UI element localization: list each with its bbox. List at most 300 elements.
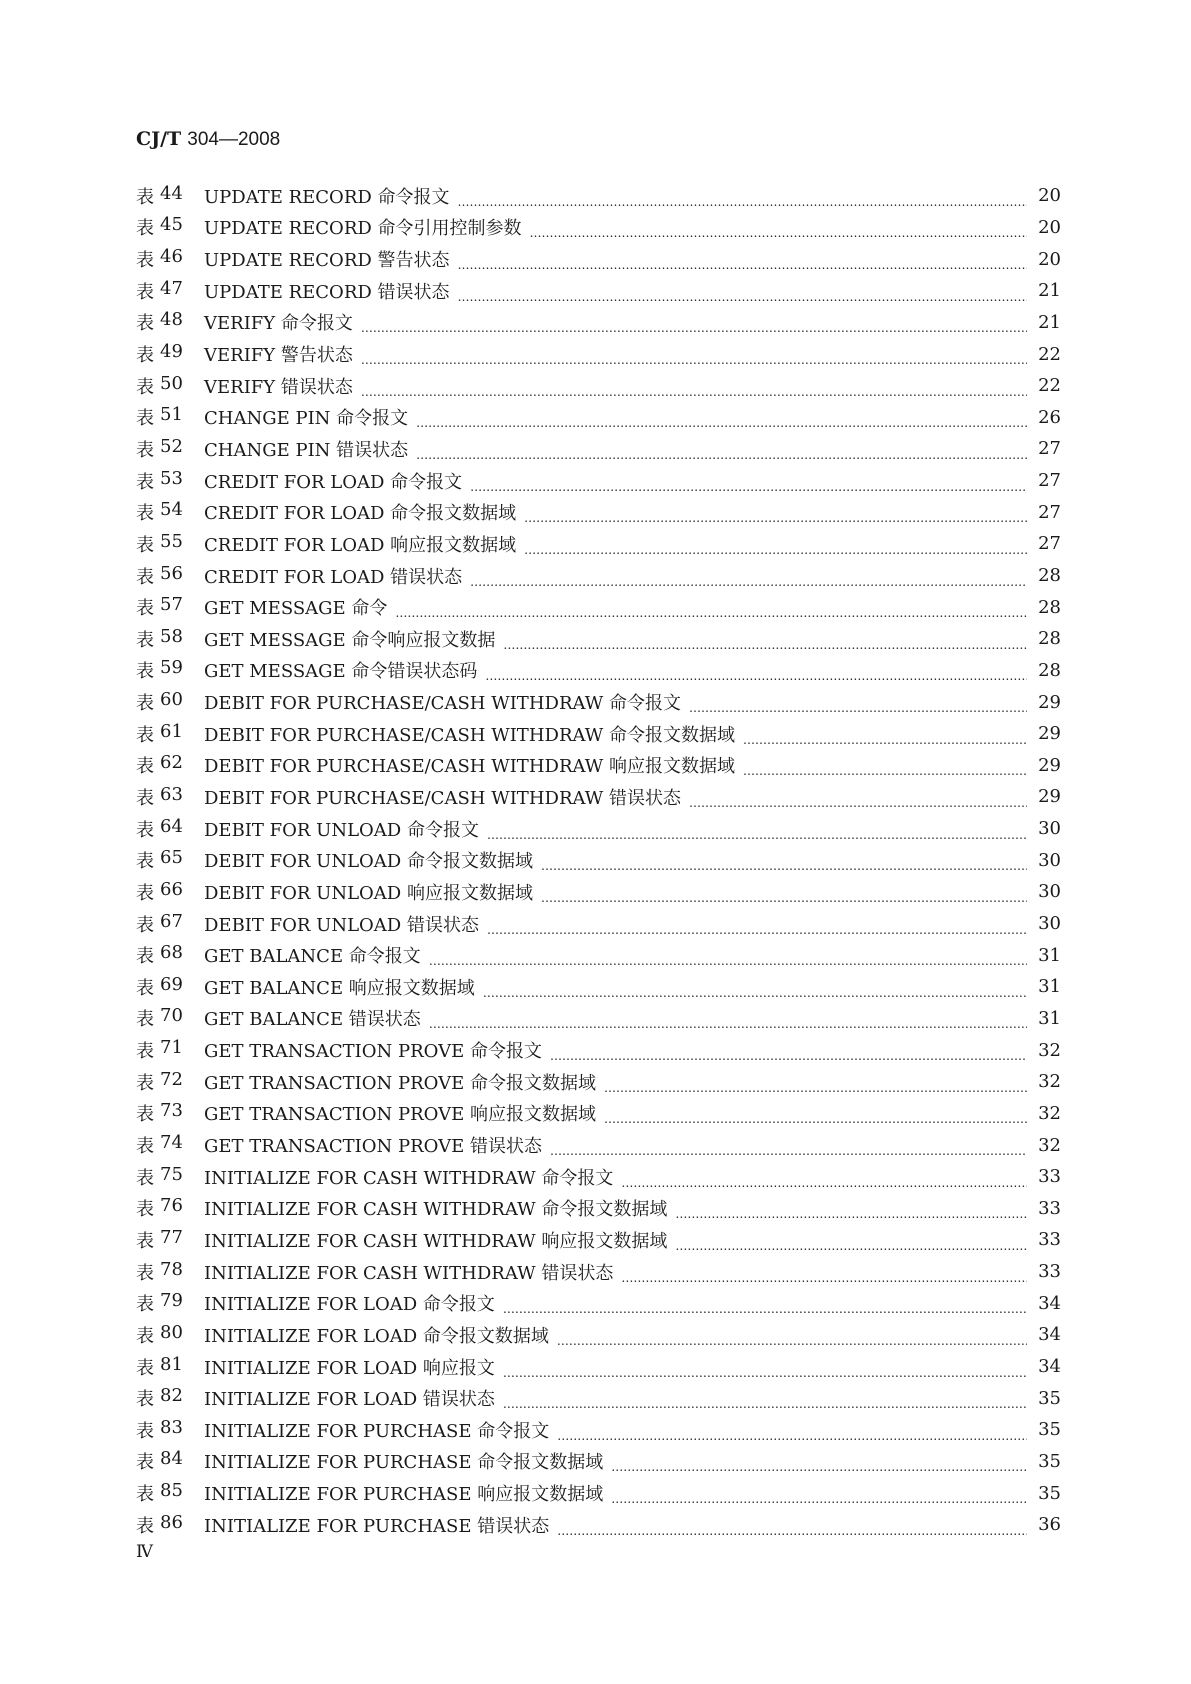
toc-entry[interactable] [136, 781, 1061, 813]
toc-entry-label [136, 341, 204, 367]
toc-entry-label [136, 246, 204, 272]
toc-entry[interactable] [136, 813, 1061, 845]
table-prefix: 表 [136, 1041, 154, 1063]
dot-leader [541, 886, 1027, 904]
toc-entry-page: 28 [1038, 628, 1061, 650]
table-prefix: 表 [136, 1104, 154, 1126]
table-number: 58 [160, 625, 183, 647]
table-number: 65 [160, 847, 183, 869]
toc-entry-label [136, 1069, 204, 1095]
toc-entry-label [136, 1290, 204, 1316]
dot-leader [675, 1202, 1027, 1220]
table-prefix: 表 [136, 977, 154, 999]
toc-entry[interactable] [136, 307, 1061, 339]
toc-entry-label [136, 436, 204, 462]
table-number: 49 [160, 341, 183, 363]
toc-entry[interactable] [136, 1256, 1061, 1288]
table-prefix: 表 [136, 819, 154, 841]
toc-entry[interactable] [136, 433, 1061, 465]
toc-entry-title: UPDATE RECORD 警告状态 [204, 250, 450, 272]
table-number: 75 [160, 1163, 183, 1185]
dot-leader [429, 1012, 1027, 1030]
toc-entry-page: 29 [1038, 786, 1061, 808]
toc-entry-label [136, 183, 204, 209]
table-number: 79 [160, 1290, 183, 1312]
toc-entry-page: 33 [1038, 1261, 1061, 1283]
page-number-footer: Ⅳ [136, 1542, 153, 1562]
dot-leader [470, 570, 1027, 588]
table-number: 83 [160, 1416, 183, 1438]
table-number: 60 [160, 689, 183, 711]
table-number: 51 [160, 404, 183, 426]
toc-entry-label [136, 1259, 204, 1285]
toc-entry-title: GET MESSAGE 命令错误状态码 [204, 661, 478, 683]
dot-leader [416, 443, 1027, 461]
table-prefix: 表 [136, 313, 154, 335]
table-prefix: 表 [136, 1262, 154, 1284]
toc-entry-title: GET BALANCE 响应报文数据域 [204, 977, 475, 999]
table-prefix: 表 [136, 851, 154, 873]
table-prefix: 表 [136, 186, 154, 208]
table-number: 61 [160, 720, 183, 742]
toc-entry-page: 31 [1038, 944, 1061, 966]
table-number: 50 [160, 372, 183, 394]
dot-leader [743, 728, 1027, 746]
toc-entry-page: 30 [1038, 881, 1061, 903]
table-prefix: 表 [136, 218, 154, 240]
toc-entry-title: GET TRANSACTION PROVE 响应报文数据域 [204, 1104, 596, 1126]
toc-entry-label [136, 1417, 204, 1443]
toc-entry-page: 32 [1038, 1039, 1061, 1061]
table-prefix: 表 [136, 756, 154, 778]
standard-number: 304—2008 [187, 129, 281, 150]
toc-entry-page: 22 [1038, 375, 1061, 397]
toc-entry-label [136, 1227, 204, 1253]
table-prefix: 表 [136, 661, 154, 683]
table-prefix: 表 [136, 503, 154, 525]
dot-leader [503, 1297, 1027, 1315]
toc-entry-label [136, 942, 204, 968]
dot-leader [557, 1424, 1027, 1442]
table-prefix: 表 [136, 693, 154, 715]
table-number: 64 [160, 815, 183, 837]
table-number: 57 [160, 594, 183, 616]
toc-entry-page: 29 [1038, 754, 1061, 776]
table-prefix: 表 [136, 1009, 154, 1031]
table-prefix: 表 [136, 1230, 154, 1252]
toc-entry-label [136, 1037, 204, 1063]
toc-entry-title: UPDATE RECORD 错误状态 [204, 281, 450, 303]
table-prefix: 表 [136, 598, 154, 620]
table-prefix: 表 [136, 376, 154, 398]
toc-entry-page: 30 [1038, 913, 1061, 935]
toc-entry-label [136, 278, 204, 304]
toc-entry-label [136, 911, 204, 937]
table-number: 66 [160, 878, 183, 900]
toc-entry-title: INITIALIZE FOR CASH WITHDRAW 命令报文数据域 [204, 1199, 668, 1221]
toc-entry-page: 32 [1038, 1071, 1061, 1093]
dot-leader [550, 1044, 1027, 1062]
toc-entry-page: 20 [1038, 185, 1061, 207]
table-prefix: 表 [136, 1294, 154, 1316]
dot-leader [458, 285, 1027, 303]
toc-entry[interactable] [136, 939, 1061, 971]
toc-entry-title: DEBIT FOR UNLOAD 响应报文数据域 [204, 882, 533, 904]
toc-entry-title: INITIALIZE FOR CASH WITHDRAW 命令报文 [204, 1167, 614, 1189]
toc-entry-page: 32 [1038, 1102, 1061, 1124]
toc-entry-page: 28 [1038, 565, 1061, 586]
table-number: 86 [160, 1511, 183, 1533]
table-prefix: 表 [136, 1389, 154, 1411]
toc-entry-page: 36 [1038, 1514, 1061, 1536]
toc-entry[interactable] [136, 1382, 1061, 1414]
toc-entry-page: 35 [1038, 1419, 1061, 1441]
table-prefix: 表 [136, 1515, 154, 1537]
dot-leader [361, 380, 1027, 398]
table-prefix: 表 [136, 439, 154, 461]
toc-entry[interactable] [136, 1414, 1061, 1446]
toc-entry[interactable] [136, 1509, 1061, 1541]
toc-entry-label [136, 1100, 204, 1126]
toc-entry-label [136, 594, 204, 620]
toc-entry[interactable] [136, 1161, 1061, 1193]
toc-entry-label [136, 404, 204, 430]
table-number: 82 [160, 1385, 183, 1407]
toc-entry[interactable] [136, 686, 1061, 718]
table-prefix: 表 [136, 281, 154, 303]
dot-leader [689, 696, 1027, 714]
toc-entry-title: INITIALIZE FOR LOAD 命令报文数据域 [204, 1325, 549, 1347]
toc-entry-page: 27 [1038, 501, 1061, 523]
toc-entry-label [136, 752, 204, 778]
toc-entry-label [136, 309, 204, 335]
toc-entry-label [136, 1448, 204, 1474]
toc-entry-title: VERIFY 警告状态 [204, 345, 353, 367]
table-number: 44 [160, 182, 183, 204]
dot-leader [621, 1266, 1027, 1284]
toc-entry-page: 35 [1038, 1387, 1061, 1409]
dot-leader [604, 1107, 1027, 1125]
toc-entry-page: 35 [1038, 1482, 1061, 1504]
table-number: 73 [160, 1100, 183, 1122]
toc-entry-title: CHANGE PIN 错误状态 [204, 439, 409, 461]
toc-entry-page: 28 [1038, 659, 1061, 681]
toc-entry-title: DEBIT FOR UNLOAD 命令报文 [204, 819, 479, 841]
toc-entry-label [136, 373, 204, 399]
table-number: 53 [160, 467, 183, 489]
toc-entry-label [136, 1512, 204, 1538]
toc-entry[interactable] [136, 1129, 1061, 1161]
toc-entry-label [136, 531, 204, 557]
toc-entry[interactable] [136, 844, 1061, 876]
table-prefix: 表 [136, 914, 154, 936]
toc-entry-title: GET BALANCE 命令报文 [204, 946, 421, 968]
toc-entry-title: CHANGE PIN 命令报文 [204, 408, 409, 430]
toc-entry-page: 29 [1038, 723, 1061, 745]
toc-entry[interactable] [136, 243, 1061, 275]
dot-leader [689, 791, 1027, 809]
toc-entry[interactable] [136, 180, 1061, 212]
dot-leader [361, 316, 1027, 334]
toc-entry-page: 33 [1038, 1166, 1061, 1188]
table-prefix: 表 [136, 787, 154, 809]
toc-entry[interactable] [136, 1446, 1061, 1478]
table-number: 84 [160, 1448, 183, 1470]
dot-leader [503, 1392, 1027, 1410]
toc-entry-page: 27 [1038, 470, 1061, 492]
toc-entry-page: 28 [1038, 596, 1061, 618]
toc-entry[interactable] [136, 655, 1061, 687]
toc-entry-title: DEBIT FOR PURCHASE/CASH WITHDRAW 命令报文 [204, 693, 681, 715]
toc-entry-title: DEBIT FOR PURCHASE/CASH WITHDRAW 错误状态 [204, 787, 681, 809]
toc-entry-label [136, 1195, 204, 1221]
toc-entry[interactable] [136, 1477, 1061, 1509]
table-number: 78 [160, 1258, 183, 1280]
toc-entry-page: 34 [1038, 1356, 1061, 1378]
dot-leader [524, 506, 1027, 524]
table-number: 55 [160, 530, 183, 552]
toc-entry[interactable] [136, 750, 1061, 782]
toc-entry-title: VERIFY 命令报文 [204, 313, 353, 335]
toc-entry-title: INITIALIZE FOR LOAD 命令报文 [204, 1294, 495, 1316]
toc-entry[interactable] [136, 1287, 1061, 1319]
toc-entry[interactable] [136, 623, 1061, 655]
toc-entry-title: INITIALIZE FOR CASH WITHDRAW 错误状态 [204, 1262, 614, 1284]
toc-entry-title: CREDIT FOR LOAD 命令报文 [204, 471, 463, 493]
toc-entry-label [136, 847, 204, 873]
standard-code: CJ/T [136, 128, 182, 150]
toc-entry-label [136, 468, 204, 494]
toc-entry-page: 26 [1038, 406, 1061, 428]
toc-entry-label [136, 1005, 204, 1031]
toc-entry-page: 35 [1038, 1450, 1061, 1472]
table-prefix: 表 [136, 408, 154, 430]
table-number: 76 [160, 1195, 183, 1217]
toc-entry[interactable] [136, 1034, 1061, 1066]
dot-leader [458, 253, 1027, 271]
toc-entry[interactable] [136, 338, 1061, 370]
dot-leader [458, 190, 1027, 208]
table-number: 68 [160, 942, 183, 964]
toc-entry-page: 20 [1038, 248, 1061, 270]
table-number: 62 [160, 752, 183, 774]
dot-leader [611, 1487, 1027, 1505]
table-number: 80 [160, 1321, 183, 1343]
table-number: 45 [160, 214, 183, 236]
toc-entry-title: DEBIT FOR PURCHASE/CASH WITHDRAW 命令报文数据域 [204, 724, 735, 746]
dot-leader [483, 981, 1027, 999]
table-prefix: 表 [136, 882, 154, 904]
toc-entry[interactable] [136, 908, 1061, 940]
toc-entry-page: 31 [1038, 976, 1061, 998]
toc-entry-title: INITIALIZE FOR PURCHASE 错误状态 [204, 1515, 550, 1537]
toc-entry-page: 30 [1038, 818, 1061, 840]
toc-entry-title: DEBIT FOR UNLOAD 错误状态 [204, 914, 479, 936]
toc-entry[interactable] [136, 1098, 1061, 1130]
toc-entry-page: 29 [1038, 691, 1061, 713]
toc-entry-title: INITIALIZE FOR PURCHASE 命令报文数据域 [204, 1452, 604, 1474]
table-number: 70 [160, 1005, 183, 1027]
toc-entry-label [136, 657, 204, 683]
toc-entry-title: UPDATE RECORD 命令报文 [204, 186, 450, 208]
toc-entry-label [136, 1354, 204, 1380]
toc-entry[interactable] [136, 1193, 1061, 1225]
dot-leader [743, 759, 1027, 777]
toc-entry-label [136, 563, 204, 589]
table-prefix: 表 [136, 471, 154, 493]
table-number: 81 [160, 1353, 183, 1375]
table-number: 59 [160, 657, 183, 679]
table-prefix: 表 [136, 1357, 154, 1379]
toc-entry-page: 22 [1038, 343, 1061, 365]
toc-entry-title: DEBIT FOR PURCHASE/CASH WITHDRAW 响应报文数据域 [204, 756, 735, 778]
toc-entry-page: 21 [1038, 311, 1061, 333]
toc-entry-label [136, 1164, 204, 1190]
dot-leader [416, 411, 1027, 429]
table-number: 72 [160, 1068, 183, 1090]
table-of-contents [136, 180, 1061, 1541]
toc-entry-page: 34 [1038, 1292, 1061, 1314]
table-prefix: 表 [136, 1167, 154, 1189]
toc-entry[interactable] [136, 1003, 1061, 1035]
table-prefix: 表 [136, 1420, 154, 1442]
toc-entry[interactable] [136, 1351, 1061, 1383]
toc-entry-page: 27 [1038, 533, 1061, 555]
toc-entry[interactable] [136, 528, 1061, 560]
table-prefix: 表 [136, 566, 154, 588]
dot-leader [429, 949, 1027, 967]
toc-entry[interactable] [136, 1224, 1061, 1256]
toc-entry[interactable] [136, 275, 1061, 307]
table-prefix: 表 [136, 946, 154, 968]
toc-entry-title: CREDIT FOR LOAD 命令报文数据域 [204, 503, 517, 525]
toc-entry-label [136, 1322, 204, 1348]
toc-entry-label [136, 214, 204, 240]
dot-leader [557, 1329, 1027, 1347]
dot-leader [487, 823, 1027, 841]
table-number: 52 [160, 435, 183, 457]
dot-leader [541, 854, 1027, 872]
toc-entry[interactable] [136, 370, 1061, 402]
toc-entry[interactable] [136, 401, 1061, 433]
toc-entry-label [136, 1132, 204, 1158]
table-number: 77 [160, 1226, 183, 1248]
toc-entry-label [136, 626, 204, 652]
table-number: 69 [160, 973, 183, 995]
toc-entry-page: 21 [1038, 280, 1061, 302]
toc-entry-page: 33 [1038, 1197, 1061, 1219]
dot-leader [557, 1519, 1027, 1537]
toc-entry-title: INITIALIZE FOR LOAD 响应报文 [204, 1357, 495, 1379]
toc-entry[interactable] [136, 876, 1061, 908]
dot-leader [550, 1139, 1027, 1157]
dot-leader [524, 538, 1027, 556]
toc-entry-title: CREDIT FOR LOAD 错误状态 [204, 566, 463, 588]
table-number: 54 [160, 499, 183, 521]
table-number: 56 [160, 562, 183, 584]
toc-entry[interactable] [136, 560, 1061, 592]
dot-leader [470, 475, 1027, 493]
table-number: 85 [160, 1480, 183, 1502]
toc-entry-page: 34 [1038, 1324, 1061, 1346]
dot-leader [621, 1171, 1027, 1189]
document-header [136, 128, 280, 151]
dot-leader [361, 348, 1027, 366]
toc-entry-label [136, 879, 204, 905]
toc-entry-title: INITIALIZE FOR LOAD 错误状态 [204, 1389, 495, 1411]
toc-entry[interactable] [136, 465, 1061, 497]
dot-leader [503, 633, 1027, 651]
toc-entry-label [136, 816, 204, 842]
table-prefix: 表 [136, 1452, 154, 1474]
toc-entry-title: UPDATE RECORD 命令引用控制参数 [204, 218, 522, 240]
table-prefix: 表 [136, 1072, 154, 1094]
table-prefix: 表 [136, 1136, 154, 1158]
toc-entry-title: DEBIT FOR UNLOAD 命令报文数据域 [204, 851, 533, 873]
toc-entry-label [136, 1480, 204, 1506]
table-number: 67 [160, 910, 183, 932]
dot-leader [530, 221, 1027, 239]
toc-entry-title: GET MESSAGE 命令响应报文数据 [204, 629, 496, 651]
table-prefix: 表 [136, 1484, 154, 1506]
dot-leader [611, 1455, 1027, 1473]
dot-leader [503, 1361, 1027, 1379]
table-number: 46 [160, 246, 183, 268]
table-prefix: 表 [136, 1325, 154, 1347]
toc-entry-label [136, 499, 204, 525]
toc-entry[interactable] [136, 1066, 1061, 1098]
toc-entry-label [136, 689, 204, 715]
table-prefix: 表 [136, 724, 154, 746]
table-number: 71 [160, 1037, 183, 1059]
toc-entry-page: 32 [1038, 1134, 1061, 1156]
toc-entry[interactable] [136, 1319, 1061, 1351]
toc-entry-title: GET TRANSACTION PROVE 命令报文数据域 [204, 1072, 596, 1094]
dot-leader [675, 1234, 1027, 1252]
toc-entry-title: VERIFY 错误状态 [204, 376, 353, 398]
toc-entry-page: 31 [1038, 1007, 1061, 1029]
toc-entry-title: GET BALANCE 错误状态 [204, 1009, 421, 1031]
dot-leader [395, 601, 1027, 619]
toc-entry[interactable] [136, 971, 1061, 1003]
table-number: 63 [160, 783, 183, 805]
toc-entry-label [136, 974, 204, 1000]
toc-entry[interactable] [136, 212, 1061, 244]
toc-entry-title: GET MESSAGE 命令 [204, 598, 388, 620]
toc-entry-label [136, 1385, 204, 1411]
toc-entry-title: INITIALIZE FOR CASH WITHDRAW 响应报文数据域 [204, 1230, 668, 1252]
dot-leader [485, 664, 1027, 682]
dot-leader [604, 1076, 1027, 1094]
table-prefix: 表 [136, 250, 154, 272]
toc-entry-label [136, 784, 204, 810]
toc-entry-title: INITIALIZE FOR PURCHASE 响应报文数据域 [204, 1484, 604, 1506]
toc-entry[interactable] [136, 718, 1061, 750]
toc-entry[interactable] [136, 591, 1061, 623]
dot-leader [487, 918, 1027, 936]
table-prefix: 表 [136, 629, 154, 651]
toc-entry-page: 27 [1038, 438, 1061, 460]
toc-entry-title: INITIALIZE FOR PURCHASE 命令报文 [204, 1420, 550, 1442]
toc-entry-title: GET TRANSACTION PROVE 错误状态 [204, 1136, 542, 1158]
table-number: 74 [160, 1132, 183, 1154]
toc-entry-page: 30 [1038, 849, 1061, 871]
toc-entry[interactable] [136, 496, 1061, 528]
table-number: 47 [160, 277, 183, 299]
table-number: 48 [160, 309, 183, 331]
toc-entry-title: CREDIT FOR LOAD 响应报文数据域 [204, 534, 517, 556]
toc-entry-page: 20 [1038, 216, 1061, 238]
